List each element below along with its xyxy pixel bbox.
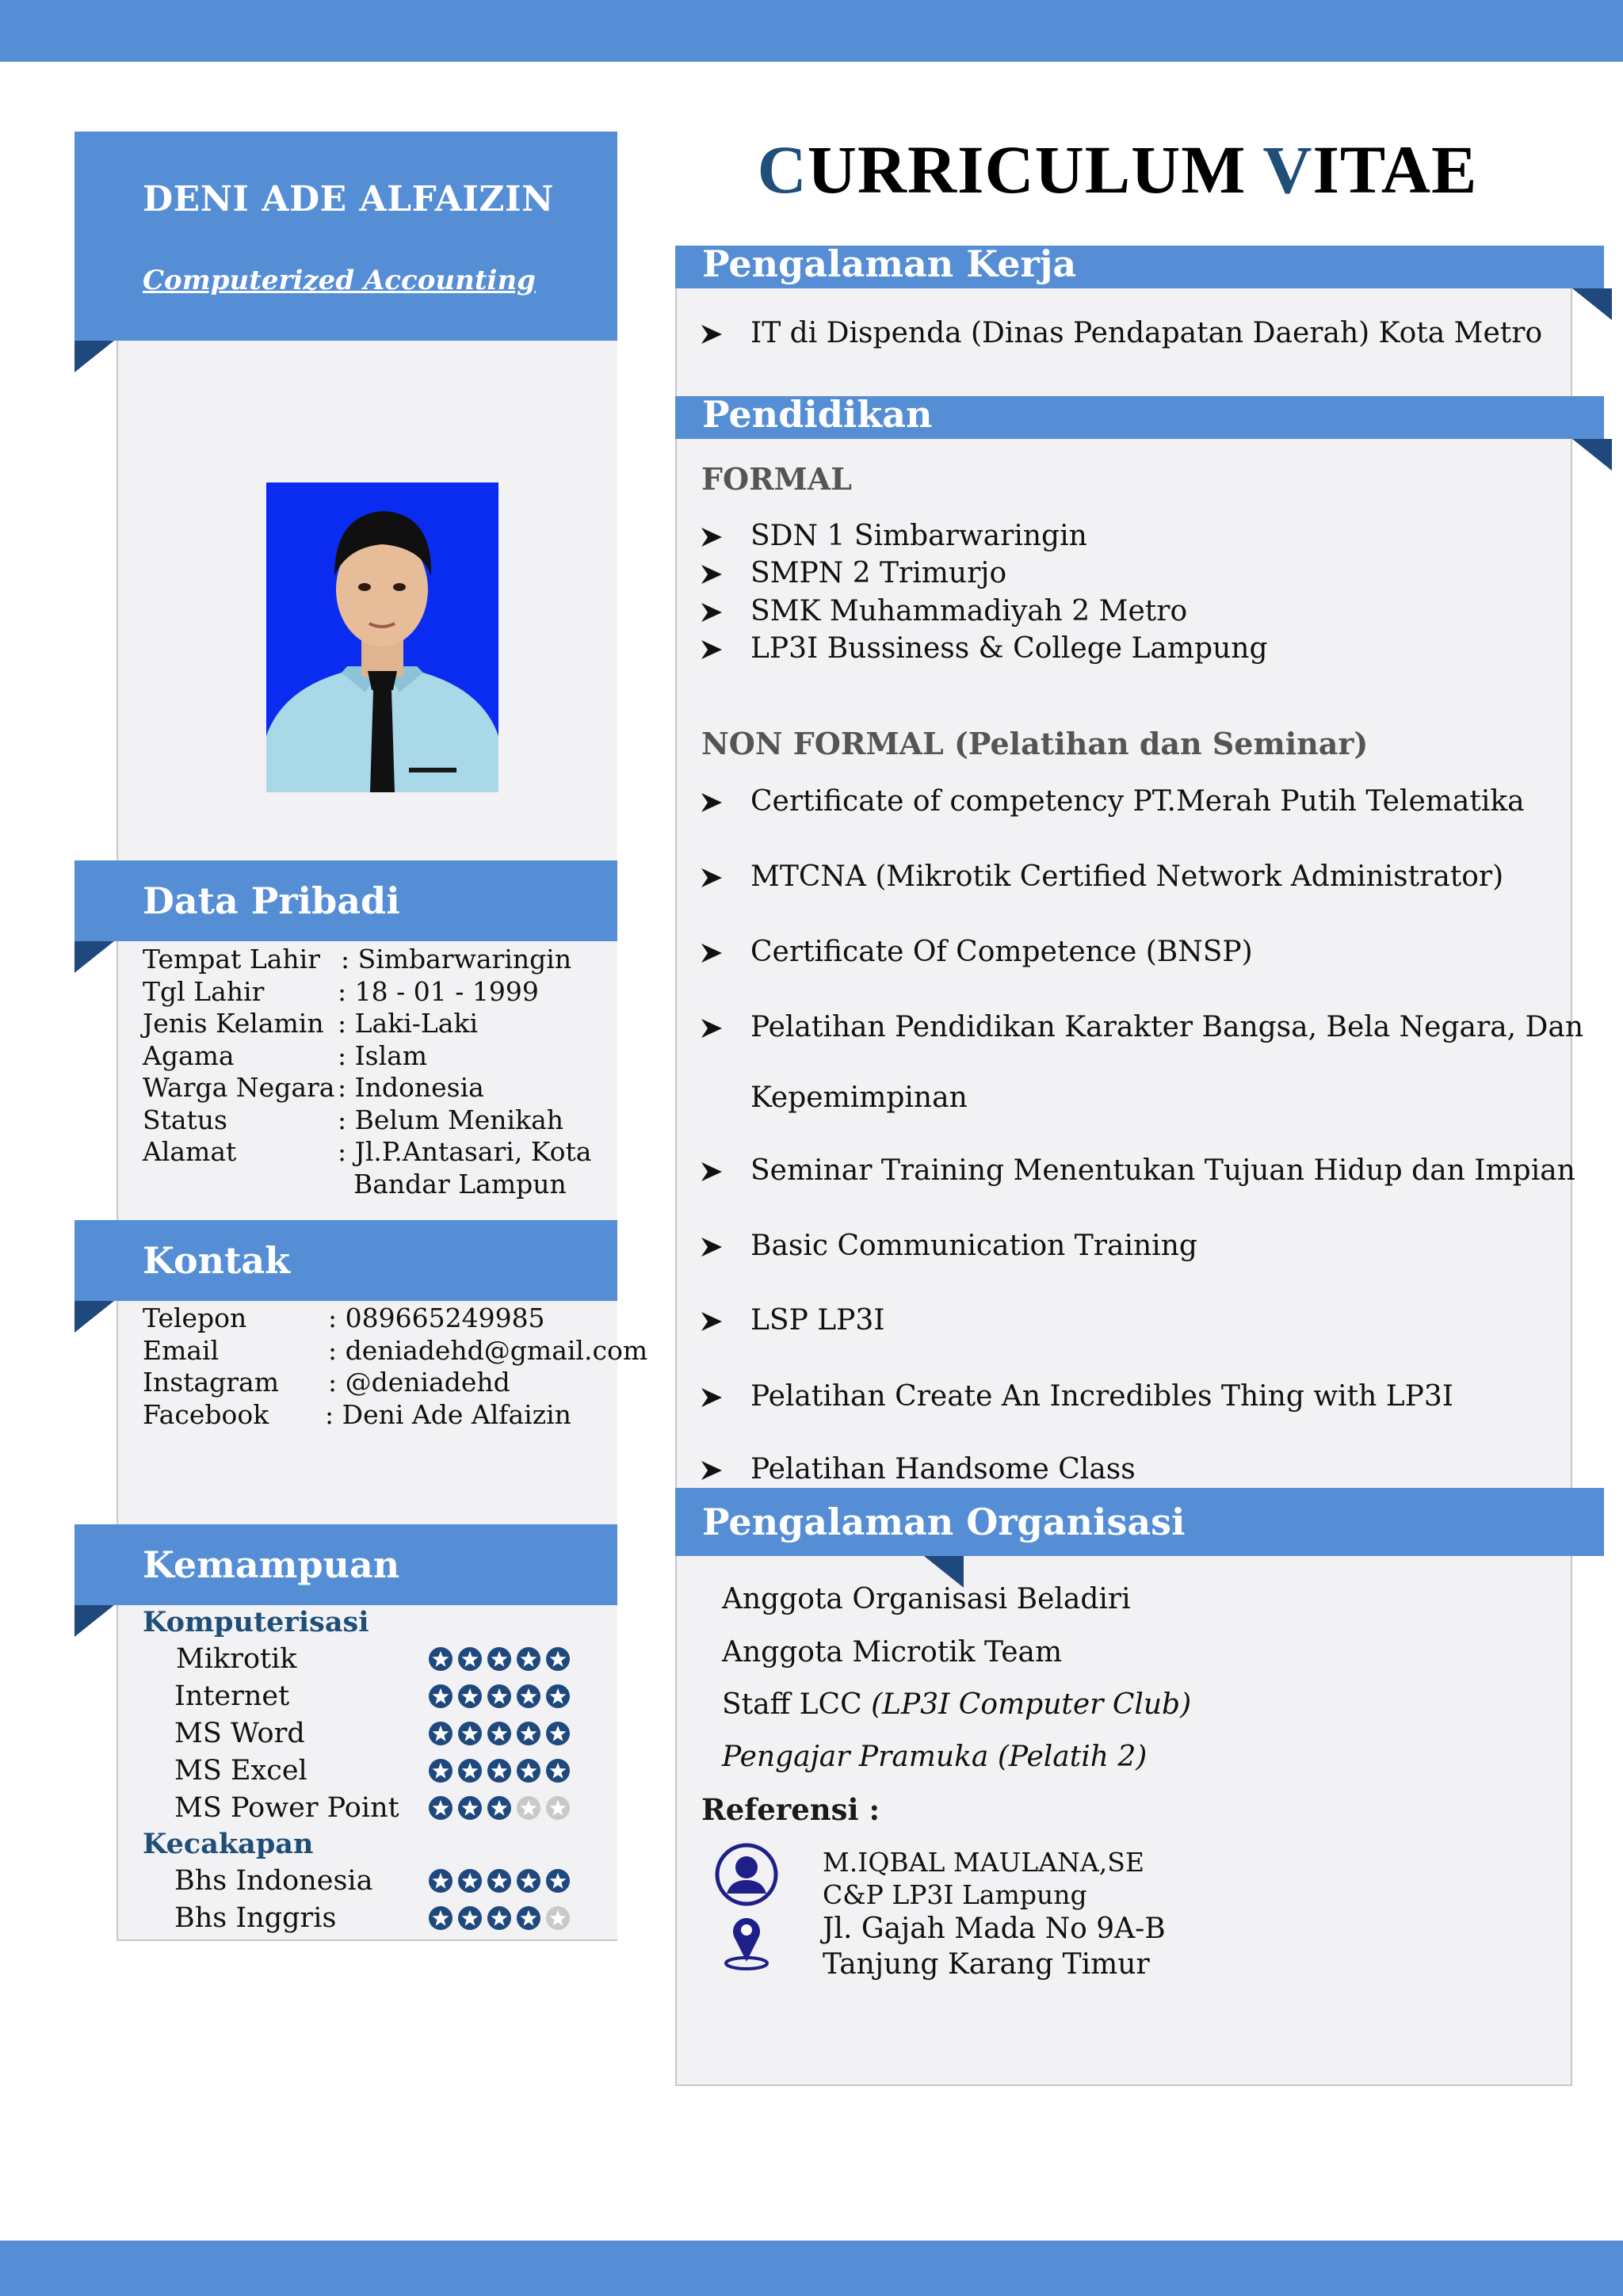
arrow-bullet-icon xyxy=(701,1388,722,1407)
person-icon xyxy=(713,1841,780,1908)
star-filled-icon xyxy=(487,1868,512,1894)
education-heading: Pendidikan xyxy=(702,393,933,436)
bottom-band xyxy=(0,2241,1623,2296)
arrow-bullet-icon xyxy=(701,1312,722,1331)
star-filled-icon xyxy=(545,1646,571,1672)
star-filled-icon xyxy=(487,1905,512,1931)
reference-address: Jl. Gajah Mada No 9A-B xyxy=(823,1913,1166,1945)
star-filled-icon xyxy=(487,1684,512,1709)
detail-value: : 18 - 01 - 1999 xyxy=(338,975,539,1007)
skill-name: MS Word xyxy=(174,1718,305,1749)
detail-value: Bandar Lampun xyxy=(353,1168,567,1199)
detail-value: : Indonesia xyxy=(338,1072,484,1103)
training-item: Certificate Of Competence (BNSP) xyxy=(750,936,1253,968)
person-subtitle: Computerized Accounting xyxy=(143,265,536,296)
skill-name: Mikrotik xyxy=(176,1643,297,1675)
training-item: Pelatihan Pendidikan Karakter Bangsa, Bela Negara, Dan xyxy=(750,1011,1584,1043)
organization-note: (LP3I Computer Club) xyxy=(871,1688,1192,1721)
section-header-personal xyxy=(74,860,617,941)
detail-value: : Laki-Laki xyxy=(338,1008,479,1039)
skill-rating xyxy=(428,1758,571,1783)
section-header-contact xyxy=(74,1220,617,1301)
reference-heading: Referensi : xyxy=(701,1792,880,1827)
organization-item: Staff LCC xyxy=(722,1688,862,1721)
star-filled-icon xyxy=(428,1905,453,1931)
section-header-skills xyxy=(74,1524,617,1605)
formal-label: FORMAL xyxy=(701,461,852,497)
star-filled-icon xyxy=(428,1684,453,1709)
star-filled-icon xyxy=(487,1758,512,1783)
star-filled-icon xyxy=(428,1758,453,1783)
training-item: Seminar Training Menentukan Tujuan Hidup dan Impian xyxy=(750,1154,1575,1187)
contact-label: Telepon xyxy=(143,1302,247,1333)
skill-name: Bhs Indonesia xyxy=(174,1865,373,1897)
star-filled-icon xyxy=(516,1758,541,1783)
skill-rating xyxy=(428,1684,571,1709)
star-filled-icon xyxy=(457,1905,483,1931)
reference-name: M.IQBAL MAULANA,SE xyxy=(823,1847,1144,1878)
arrow-bullet-icon xyxy=(701,944,722,963)
section-header-organization xyxy=(675,1488,1604,1556)
ribbon-fold xyxy=(1572,288,1612,320)
arrow-bullet-icon xyxy=(701,640,722,659)
contact-value: : deniadehd@gmail.com xyxy=(328,1334,648,1366)
arrow-bullet-icon xyxy=(701,1238,722,1257)
star-filled-icon xyxy=(516,1646,541,1672)
detail-label: Jenis Kelamin xyxy=(143,1008,324,1039)
education-item: SMK Muhammadiyah 2 Metro xyxy=(750,595,1188,627)
organization-item: Pengajar Pramuka (Pelatih 2) xyxy=(722,1741,1148,1773)
detail-label: Tgl Lahir xyxy=(143,975,265,1007)
star-filled-icon xyxy=(487,1721,512,1746)
top-band xyxy=(0,0,1623,62)
nonformal-label: NON FORMAL (Pelatihan dan Seminar) xyxy=(701,726,1369,761)
work-item: IT di Dispenda (Dinas Pendapatan Daerah) Kota Metro xyxy=(750,317,1543,349)
skill-name: Internet xyxy=(174,1680,290,1712)
work-heading: Pengalaman Kerja xyxy=(702,242,1077,285)
education-item: SMPN 2 Trimurjo xyxy=(750,557,1007,589)
title-initial-v: V xyxy=(1262,132,1313,208)
skill-rating xyxy=(428,1868,571,1894)
star-filled-icon xyxy=(516,1905,541,1931)
organization-item: Anggota Organisasi Beladiri xyxy=(722,1583,1131,1615)
star-filled-icon xyxy=(516,1868,541,1894)
section-header-education xyxy=(675,393,1604,439)
star-empty-icon xyxy=(545,1795,571,1821)
training-item: Pelatihan Handsome Class xyxy=(750,1453,1136,1486)
contact-heading: Kontak xyxy=(143,1239,291,1282)
detail-value: : Jl.P.Antasari, Kota xyxy=(338,1136,592,1167)
training-item: Certificate of competency PT.Merah Putih Telematika xyxy=(750,785,1525,818)
detail-label: Status xyxy=(143,1104,227,1135)
arrow-bullet-icon xyxy=(701,793,722,812)
arrow-bullet-icon xyxy=(701,603,722,622)
organization-heading: Pengalaman Organisasi xyxy=(702,1501,1186,1543)
star-filled-icon xyxy=(457,1795,483,1821)
training-item: Pelatihan Create An Incredibles Thing with LP3I xyxy=(750,1380,1453,1413)
star-filled-icon xyxy=(487,1646,512,1672)
star-filled-icon xyxy=(428,1868,453,1894)
person-name: DENI ADE ALFAIZIN xyxy=(143,179,554,219)
arrow-bullet-icon xyxy=(701,868,722,887)
skill-name: MS Excel xyxy=(174,1755,307,1787)
contact-value: : @deniadehd xyxy=(328,1367,510,1398)
star-filled-icon xyxy=(516,1721,541,1746)
star-filled-icon xyxy=(428,1646,453,1672)
star-filled-icon xyxy=(428,1795,453,1821)
detail-value: : Islam xyxy=(338,1039,428,1071)
skill-rating xyxy=(428,1795,571,1821)
organization-item: Anggota Microtik Team xyxy=(722,1636,1063,1669)
skill-rating xyxy=(428,1905,571,1931)
ribbon-fold xyxy=(1572,439,1612,471)
skills-heading: Kemampuan xyxy=(143,1543,400,1586)
detail-label: Alamat xyxy=(143,1136,237,1167)
arrow-bullet-icon xyxy=(701,1019,722,1038)
arrow-bullet-icon xyxy=(701,1461,722,1480)
contact-label: Email xyxy=(143,1334,220,1366)
star-empty-icon xyxy=(516,1795,541,1821)
arrow-bullet-icon xyxy=(701,565,722,584)
detail-label: Tempat Lahir xyxy=(143,944,320,974)
star-filled-icon xyxy=(516,1684,541,1709)
reference-address: Tanjung Karang Timur xyxy=(823,1948,1150,1981)
training-item-continuation: Kepemimpinan xyxy=(750,1081,968,1114)
detail-label: Agama xyxy=(143,1039,235,1071)
ribbon-fold xyxy=(74,1301,114,1333)
contact-label: Facebook xyxy=(143,1398,269,1430)
reference-org: C&P LP3I Lampung xyxy=(823,1879,1087,1910)
detail-value: : Simbarwaringin xyxy=(341,944,572,974)
star-filled-icon xyxy=(545,1758,571,1783)
personal-heading: Data Pribadi xyxy=(143,879,400,922)
skill-rating xyxy=(428,1721,571,1746)
education-item: SDN 1 Simbarwaringin xyxy=(750,520,1087,552)
profile-photo xyxy=(266,482,498,792)
person-portrait-icon xyxy=(266,482,498,792)
skill-category: Kecakapan xyxy=(143,1828,314,1860)
contact-label: Instagram xyxy=(143,1367,280,1398)
contact-value: : 089665249985 xyxy=(328,1302,545,1333)
skill-category: Komputerisasi xyxy=(143,1606,369,1638)
detail-label: Warga Negara xyxy=(143,1072,335,1103)
arrow-bullet-icon xyxy=(701,528,722,547)
star-filled-icon xyxy=(457,1684,483,1709)
ribbon-fold xyxy=(74,941,114,973)
training-item: MTCNA (Mikrotik Certified Network Administrator) xyxy=(750,860,1504,893)
training-item: LSP LP3I xyxy=(750,1304,885,1337)
training-item: Basic Communication Training xyxy=(750,1230,1197,1262)
organization-item-staff xyxy=(722,1688,1191,1721)
star-filled-icon xyxy=(457,1868,483,1894)
star-filled-icon xyxy=(428,1721,453,1746)
location-pin-icon xyxy=(719,1911,774,1971)
title-initial-c: C xyxy=(757,132,808,208)
star-filled-icon xyxy=(487,1795,512,1821)
star-filled-icon xyxy=(545,1868,571,1894)
detail-value: : Belum Menikah xyxy=(338,1104,564,1135)
education-item: LP3I Bussiness & College Lampung xyxy=(750,632,1268,665)
star-filled-icon xyxy=(457,1646,483,1672)
skill-rating xyxy=(428,1646,571,1672)
arrow-bullet-icon xyxy=(701,325,722,344)
title-part: ITAE xyxy=(1312,132,1478,208)
title-part: URRICULUM xyxy=(807,132,1263,208)
star-filled-icon xyxy=(545,1684,571,1709)
document-title xyxy=(0,130,1623,209)
star-filled-icon xyxy=(457,1758,483,1783)
ribbon-fold xyxy=(74,1605,114,1637)
skill-name: MS Power Point xyxy=(174,1792,399,1824)
contact-value: : Deni Ade Alfaizin xyxy=(325,1398,571,1430)
ribbon-fold xyxy=(74,341,114,372)
arrow-bullet-icon xyxy=(701,1162,722,1181)
star-filled-icon xyxy=(457,1721,483,1746)
skill-name: Bhs Inggris xyxy=(174,1902,337,1934)
section-header-work xyxy=(675,242,1604,288)
star-empty-icon xyxy=(545,1905,571,1931)
star-filled-icon xyxy=(545,1721,571,1746)
